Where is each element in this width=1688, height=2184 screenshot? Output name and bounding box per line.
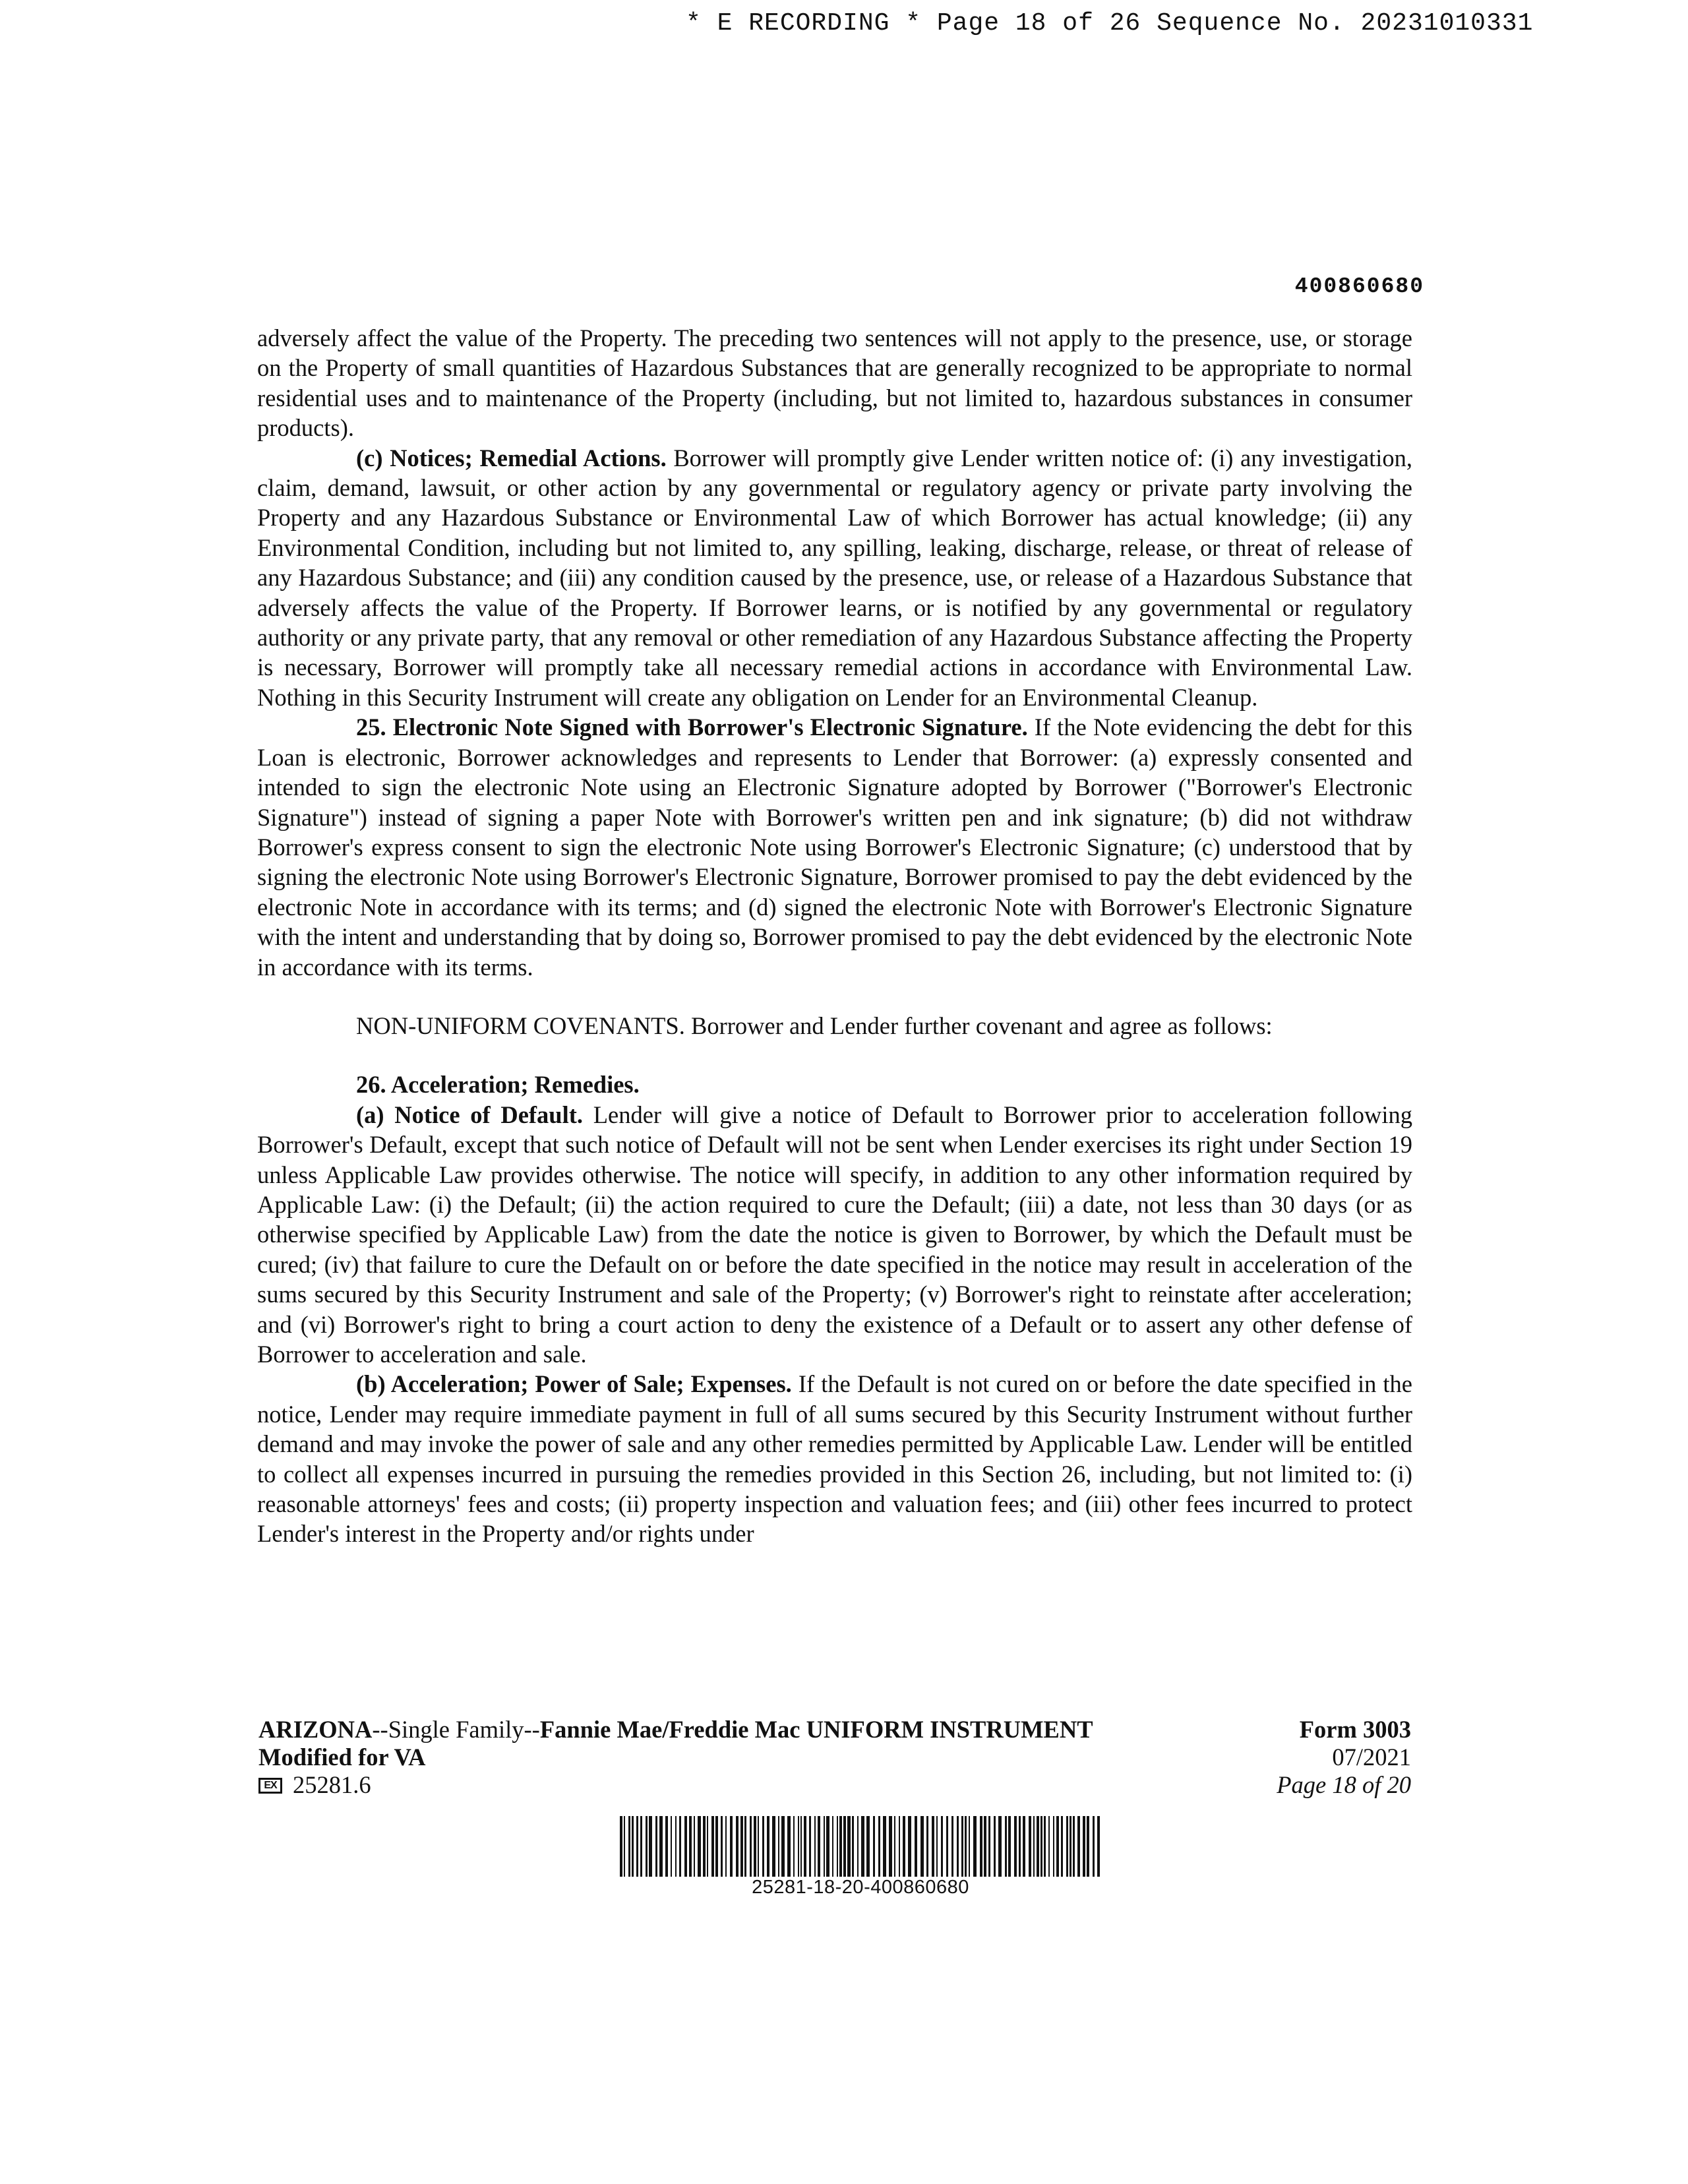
paragraph-notice-of-default [257,1100,1412,1370]
footer-state: ARIZONA [258,1716,373,1743]
text-notices-remedial-actions: Borrower will promptly give Lender written notice of: (i) any investigation, claim, demand, lawsuit, or other action by any governmental or regulatory agency or private party involving the Property and any Hazardous Substance or Environmental Law of which Borrower has actual knowledge; (ii) any Environmental Condition, including but not limited to, any spilling, leaking, discharge, release, or threat of release of any Hazardous Substance; and (iii) any condition caused by the presence, use, or release of a Hazardous Substance that adversely affects the value of the Property. If Borrower learns, or is notified by any governmental or regulatory authority or any private party, that any removal or other remediation of any Hazardous Substance affecting the Property is necessary, Borrower will promptly take all necessary remedial actions in accordance with Environmental Law. Nothing in this Security Instrument will create any obligation on Lender for an Environmental Cleanup. [257,444,1412,711]
heading-notices-remedial-actions: (c) Notices; Remedial Actions. [356,444,667,471]
paragraph-electronic-note [257,712,1412,982]
paragraph-hazardous-continuation: adversely affect the value of the Property. The preceding two sentences will not apply to the presence, use, or storage on the Property of small quantities of Hazardous Substances that are generally recognized to be appropriate to normal residential uses and to maintenance of the Property (including, but not limited to, hazardous substances in consumer products). [257,324,1412,442]
text-electronic-note: If the Note evidencing the debt for this Loan is electronic, Borrower acknowledges and represents to Lender that Borrower: (a) expressly consented and intended to sign the electronic Note using an Electronic Signature adopted by Borrower ("Borrower's Electronic Signature") instead of signing a paper Note with Borrower's written pen and ink signature; (b) did not withdraw Borrower's express consent to sign the electronic Note using Borrower's Electronic Signature; (c) understood that by signing the electronic Note using Borrower's Electronic Signature, Borrower promised to pay the debt evidenced by the electronic Note in accordance with its terms; and (d) signed the electronic Note with Borrower's Electronic Signature with the intent and understanding that by doing so, Borrower promised to pay the debt evidenced by the electronic Note in accordance with its terms. [257,713,1413,981]
footer-form-number: Form 3003 [1299,1716,1411,1743]
footer-form-code: 25281.6 [293,1771,371,1798]
footer-form-code-line [258,1771,1248,1799]
footer-form-title [258,1716,1248,1799]
footer-separator: --Single Family-- [372,1716,540,1743]
paragraph-non-uniform-covenants: NON-UNIFORM COVENANTS. Borrower and Lender further covenant and agree as follows: [356,1012,1273,1039]
text-notice-of-default: Lender will give a notice of Default to Borrower prior to acceleration following Borrower's Default, except that such notice of Default will not be sent when Lender exercises its right under Section 19 unless Applicable Law provides otherwise. The notice will specify, in addition to any other information required by Applicable Law: (i) the Default; (ii) the action required to cure the Default; (iii) a date, not less than 30 days (or as otherwise specified by Applicable Law) from the date the notice is given to Borrower, by which the Default must be cured; (iv) that failure to cure the Default on or before the date specified in the notice may result in acceleration of the sums secured by this Security Instrument and sale of the Property; (v) Borrower's right to reinstate after acceleration; and (vi) Borrower's right to bring a court action to deny the existence of a Default or to assert any other defense of Borrower to acceleration and sale. [257,1101,1412,1368]
footer-title-line [258,1716,1248,1744]
paragraph-acceleration-remedies [257,1070,1412,1099]
paragraph-acceleration-power-of-sale [257,1369,1412,1548]
footer-instrument: Fannie Mae/Freddie Mac UNIFORM INSTRUMENT [539,1716,1093,1743]
footer-form-date: 07/2021 [1332,1744,1411,1771]
barcode-label: 25281-18-20-400860680 [752,1877,969,1898]
recording-stamp: * E RECORDING * Page 18 of 26 Sequence No. 20231010331 [686,9,1534,38]
footer-form-info [1174,1716,1411,1799]
footer-modified: Modified for VA [258,1744,426,1771]
heading-acceleration-remedies: 26. Acceleration; Remedies. [356,1071,640,1099]
document-body [257,323,1412,1549]
text-acceleration-power-of-sale: If the Default is not cured on or before the date specified in the notice, Lender may require immediate payment in full of all sums secured by this Security Instrument without further demand and may invoke the power of sale and any other remedies permitted by Applicable Law. Lender will be entitled to collect all expenses incurred in pursuing the remedies provided in this Section 26, including, but not limited to: (i) reasonable attorneys' fees and costs; (ii) property inspection and valuation fees; and (iii) other fees incurred to protect Lender's interest in the Property and/or rights under [257,1370,1412,1548]
ex-logo-icon: EX [258,1778,282,1794]
footer-page-label: Page 18 of 20 [1277,1771,1411,1798]
heading-electronic-note: 25. Electronic Note Signed with Borrower's Electronic Signature. [356,713,1028,741]
paragraph-notices-remedial-actions [257,443,1412,713]
heading-acceleration-power-of-sale: (b) Acceleration; Power of Sale; Expenses. [356,1370,792,1398]
loan-number: 400860680 [1294,274,1424,299]
heading-notice-of-default: (a) Notice of Default. [356,1101,584,1128]
barcode-icon [620,1816,1101,1877]
